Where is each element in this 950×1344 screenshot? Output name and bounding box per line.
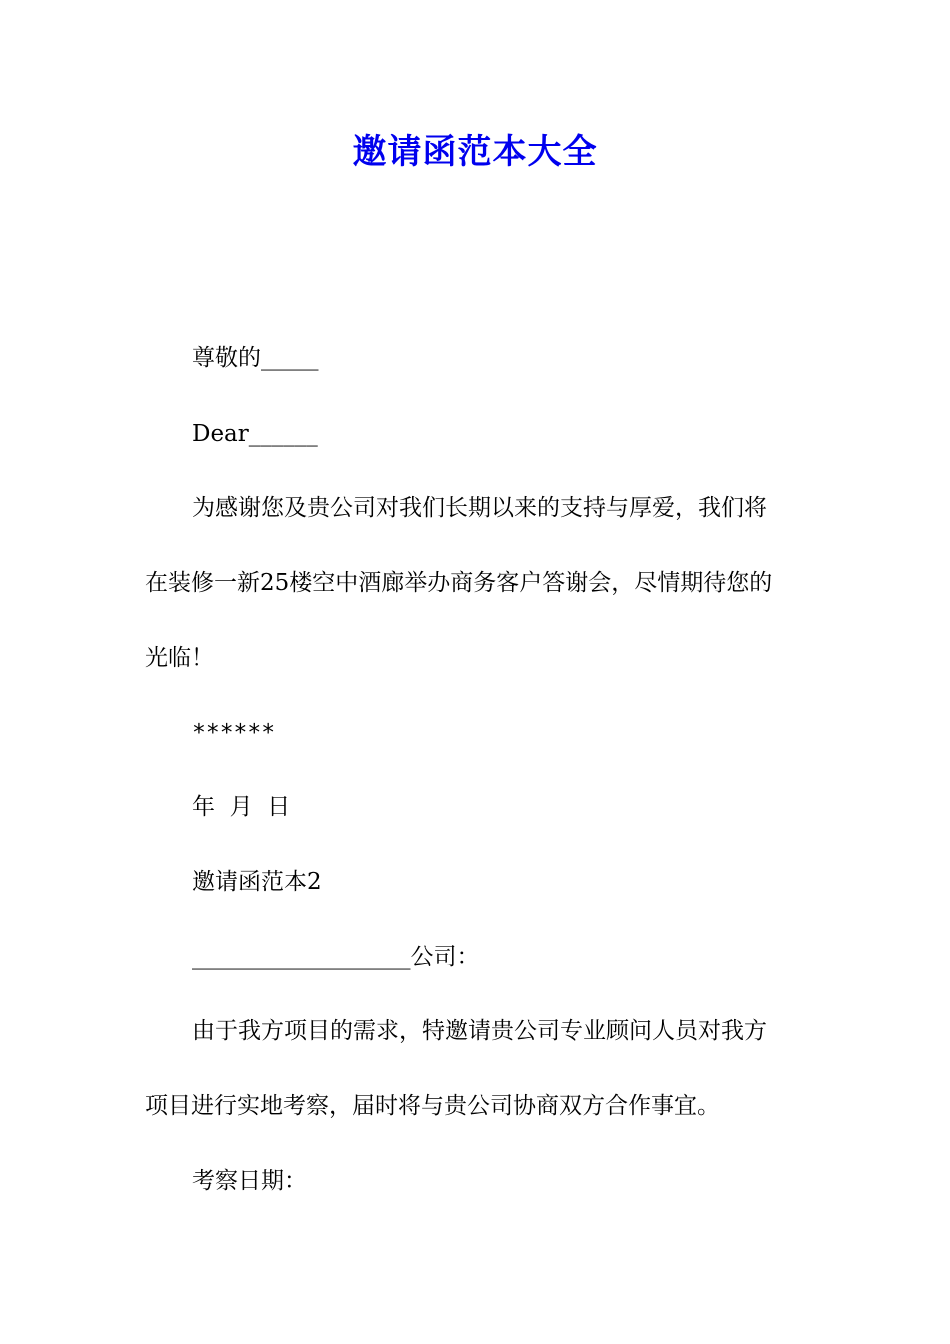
company-addressee: ___________________公司： xyxy=(192,944,480,970)
signature-placeholder: ****** xyxy=(192,720,276,746)
salutation-english: Dear______ xyxy=(192,421,318,447)
inspection-date-label: 考察日期： xyxy=(192,1168,307,1194)
body-paragraph-2-line-2: 项目进行实地考察，届时将与贵公司协商双方合作事宜。 xyxy=(145,1093,720,1119)
document-title: 邀请函范本大全 xyxy=(352,132,598,172)
body-paragraph-1-line-3: 光临！ xyxy=(145,645,214,671)
section-heading-sample-2: 邀请函范本2 xyxy=(192,869,322,895)
salutation-chinese: 尊敬的_____ xyxy=(192,345,319,371)
date-line: 年 月 日 xyxy=(192,794,291,820)
body-paragraph-1-line-1: 为感谢您及贵公司对我们长期以来的支持与厚爱，我们将 xyxy=(192,495,767,521)
body-paragraph-1-line-2: 在装修一新25楼空中酒廊举办商务客户答谢会，尽情期待您的 xyxy=(145,570,773,596)
body-paragraph-2-line-1: 由于我方项目的需求，特邀请贵公司专业顾问人员对我方 xyxy=(192,1018,767,1044)
